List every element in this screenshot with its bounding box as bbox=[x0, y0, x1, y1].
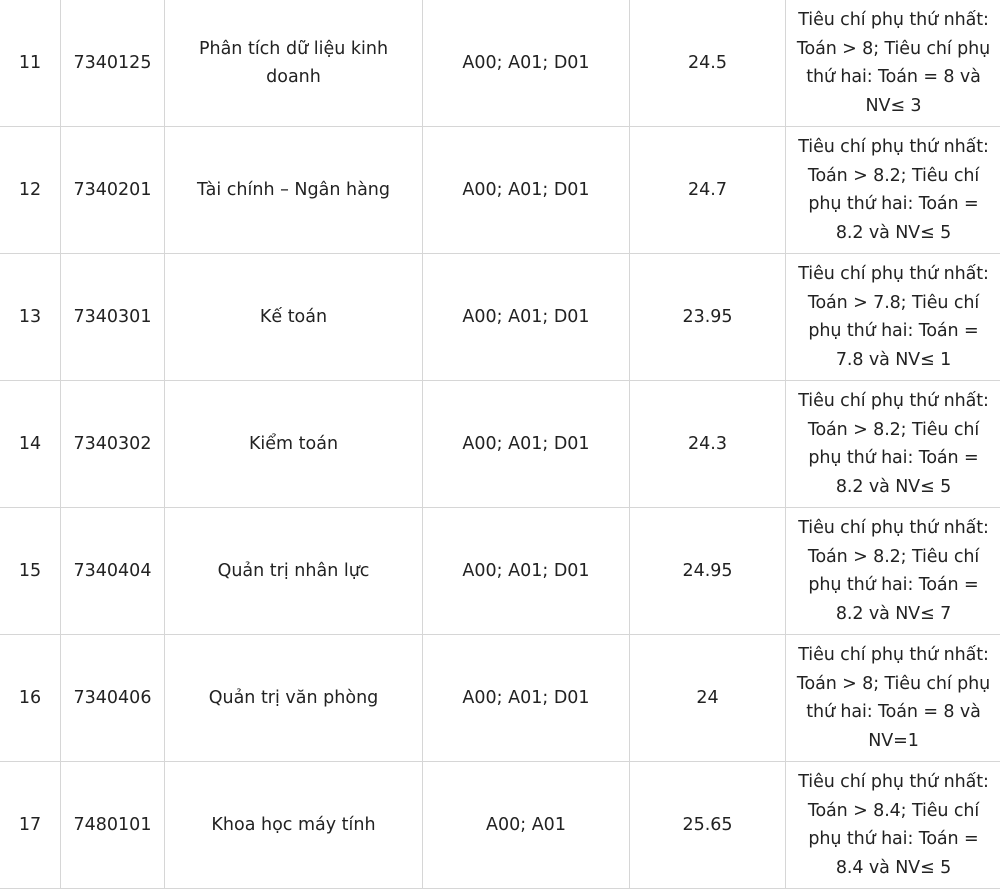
admission-score-cell: 24.95 bbox=[630, 508, 786, 635]
subject-combination-cell: A00; A01; D01 bbox=[423, 127, 630, 254]
admission-score-cell: 24.5 bbox=[630, 0, 786, 127]
tiebreak-criteria-line: NV=1 bbox=[868, 730, 919, 751]
table-row bbox=[0, 635, 1000, 762]
table-row bbox=[0, 381, 1000, 508]
table-row bbox=[0, 0, 1000, 127]
admission-score-cell: 24.7 bbox=[630, 127, 786, 254]
tiebreak-criteria-line: thứ hai: Toán = 8 và bbox=[806, 702, 981, 722]
tiebreak-criteria-line: 8.2 và NV≤ 5 bbox=[835, 222, 952, 243]
subject-combination-cell: A00; A01; D01 bbox=[423, 508, 630, 635]
admission-score-cell: 24.3 bbox=[630, 381, 786, 508]
tiebreak-criteria-line: phụ thứ hai: Toán = bbox=[808, 829, 979, 849]
table-row bbox=[0, 762, 1000, 889]
major-code-cell: 7340301 bbox=[61, 254, 165, 381]
table-row bbox=[0, 127, 1000, 254]
tiebreak-criteria-line: thứ hai: Toán = 8 và bbox=[806, 67, 981, 87]
tiebreak-criteria-line: Toán > 8.4; Tiêu chí bbox=[807, 800, 980, 821]
major-name-cell: Quản trị văn phòng bbox=[165, 635, 423, 762]
tiebreak-criteria-line: Toán > 8.2; Tiêu chí bbox=[807, 546, 980, 567]
tiebreak-criteria-line: phụ thứ hai: Toán = bbox=[808, 448, 979, 468]
admission-score-cell: 25.65 bbox=[630, 762, 786, 889]
major-name-cell: Phân tích dữ liệu kinh doanh bbox=[165, 0, 423, 127]
tiebreak-criteria-line: Toán > 8.2; Tiêu chí bbox=[807, 419, 980, 440]
tiebreak-criteria-line: Toán > 8; Tiêu chí phụ bbox=[796, 673, 991, 694]
tiebreak-criteria-line: phụ thứ hai: Toán = bbox=[808, 575, 979, 595]
tiebreak-criteria-cell bbox=[786, 381, 1000, 508]
row-number-cell: 14 bbox=[0, 381, 61, 508]
subject-combination-cell: A00; A01; D01 bbox=[423, 254, 630, 381]
subject-combination-cell: A00; A01; D01 bbox=[423, 0, 630, 127]
row-number-cell: 15 bbox=[0, 508, 61, 635]
tiebreak-criteria-line: Tiêu chí phụ thứ nhất: bbox=[798, 772, 989, 792]
row-number-cell: 13 bbox=[0, 254, 61, 381]
tiebreak-criteria-line: Tiêu chí phụ thứ nhất: bbox=[798, 645, 989, 665]
subject-combination-cell: A00; A01 bbox=[423, 762, 630, 889]
row-number-cell: 17 bbox=[0, 762, 61, 889]
tiebreak-criteria-cell bbox=[786, 508, 1000, 635]
tiebreak-criteria-line: Toán > 8.2; Tiêu chí bbox=[807, 165, 980, 186]
table-row bbox=[0, 508, 1000, 635]
tiebreak-criteria-line: 8.2 và NV≤ 5 bbox=[835, 476, 952, 497]
tiebreak-criteria-line: Tiêu chí phụ thứ nhất: bbox=[798, 10, 989, 30]
row-number-cell: 11 bbox=[0, 0, 61, 127]
admission-score-cell: 24 bbox=[630, 635, 786, 762]
tiebreak-criteria-cell bbox=[786, 762, 1000, 889]
major-name-cell: Quản trị nhân lực bbox=[165, 508, 423, 635]
tiebreak-criteria-line: 8.2 và NV≤ 7 bbox=[835, 603, 952, 624]
tiebreak-criteria-line: NV≤ 3 bbox=[865, 95, 922, 116]
major-name-cell: Tài chính – Ngân hàng bbox=[165, 127, 423, 254]
row-number-cell: 16 bbox=[0, 635, 61, 762]
subject-combination-cell: A00; A01; D01 bbox=[423, 635, 630, 762]
major-code-cell: 7480101 bbox=[61, 762, 165, 889]
tiebreak-criteria-cell bbox=[786, 0, 1000, 127]
tiebreak-criteria-line: Tiêu chí phụ thứ nhất: bbox=[798, 391, 989, 411]
subject-combination-cell: A00; A01; D01 bbox=[423, 381, 630, 508]
tiebreak-criteria-cell bbox=[786, 127, 1000, 254]
tiebreak-criteria-line: Tiêu chí phụ thứ nhất: bbox=[798, 264, 989, 284]
tiebreak-criteria-line: Tiêu chí phụ thứ nhất: bbox=[798, 137, 989, 157]
tiebreak-criteria-cell bbox=[786, 254, 1000, 381]
major-code-cell: 7340201 bbox=[61, 127, 165, 254]
tiebreak-criteria-line: phụ thứ hai: Toán = bbox=[808, 321, 979, 341]
major-code-cell: 7340406 bbox=[61, 635, 165, 762]
tiebreak-criteria-cell bbox=[786, 635, 1000, 762]
tiebreak-criteria-line: 7.8 và NV≤ 1 bbox=[835, 349, 952, 370]
major-name-cell: Khoa học máy tính bbox=[165, 762, 423, 889]
major-code-cell: 7340125 bbox=[61, 0, 165, 127]
tiebreak-criteria-line: Toán > 7.8; Tiêu chí bbox=[807, 292, 980, 313]
major-code-cell: 7340404 bbox=[61, 508, 165, 635]
admission-score-cell: 23.95 bbox=[630, 254, 786, 381]
tiebreak-criteria-line: 8.4 và NV≤ 5 bbox=[835, 857, 952, 878]
row-number-cell: 12 bbox=[0, 127, 61, 254]
table-row bbox=[0, 254, 1000, 381]
major-name-cell: Kiểm toán bbox=[165, 381, 423, 508]
tiebreak-criteria-line: Toán > 8; Tiêu chí phụ bbox=[796, 38, 991, 59]
major-name-cell: Kế toán bbox=[165, 254, 423, 381]
major-code-cell: 7340302 bbox=[61, 381, 165, 508]
tiebreak-criteria-line: phụ thứ hai: Toán = bbox=[808, 194, 979, 214]
tiebreak-criteria-line: Tiêu chí phụ thứ nhất: bbox=[798, 518, 989, 538]
